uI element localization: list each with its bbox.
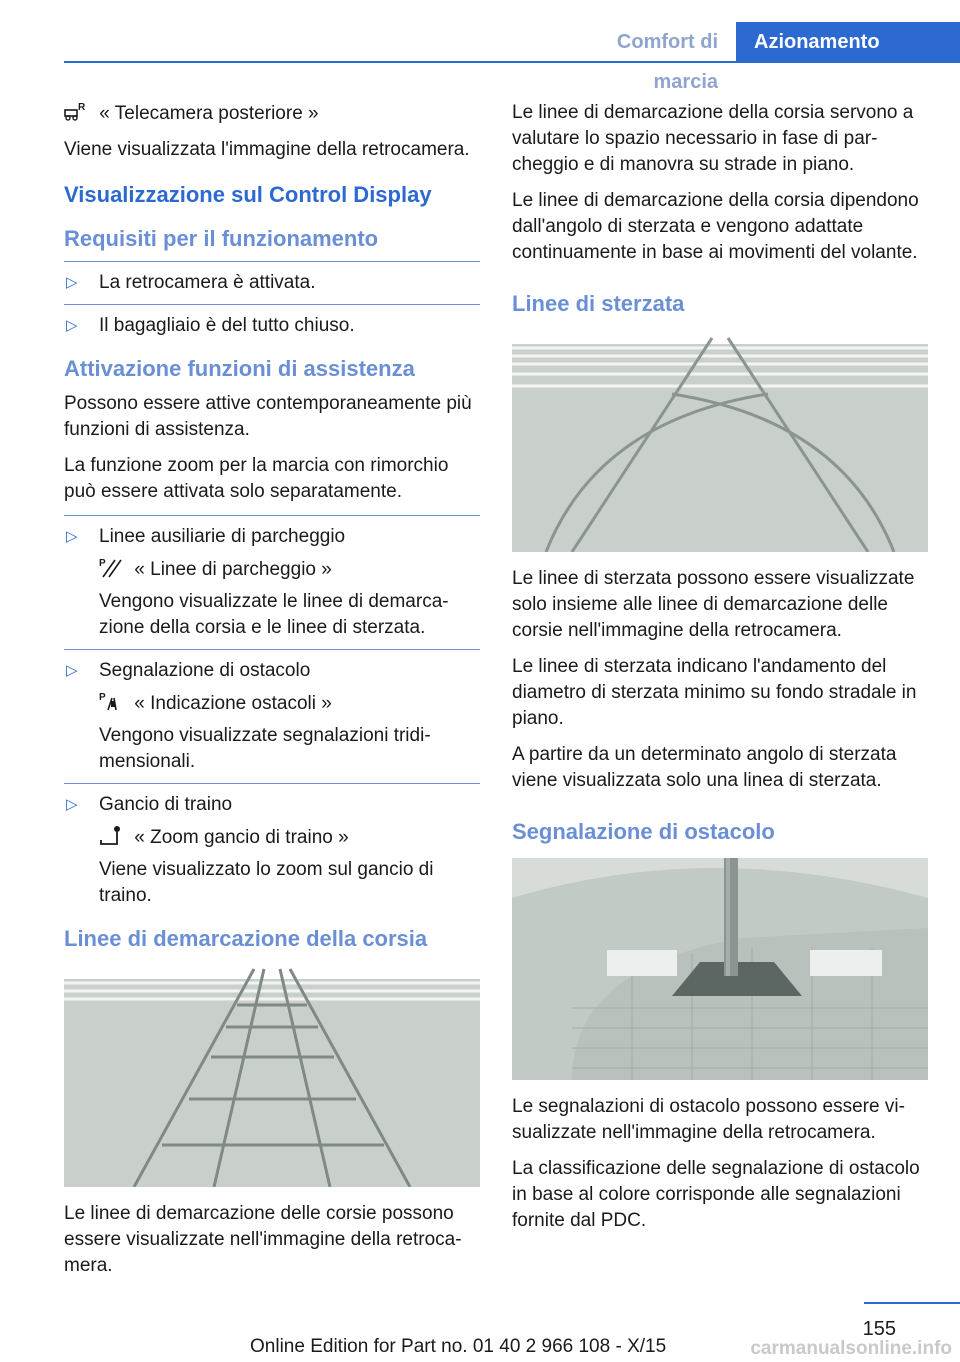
heading-requisiti: Requisiti per il funzionamento bbox=[64, 226, 379, 251]
bullet-icon: ▷ bbox=[66, 274, 78, 291]
separator bbox=[64, 783, 480, 784]
separator bbox=[64, 261, 480, 262]
ostacolo-para-1: Le segnalazioni di ostacolo possono essere visualizzate nell'immagine della retrocamera. bbox=[512, 1096, 905, 1143]
list-item: ▷ Gancio di traino « Zoom gancio di traino » Viene visualizzato lo zoom sul gancio di traino. bbox=[66, 794, 434, 906]
heading-ostacolo: Segnalazione di ostacolo bbox=[512, 819, 775, 844]
list-item: ▷ Linee ausiliarie di parcheggio P « Linee di parcheggio » Vengono visualizzate le linee di demarcazione della corsia e le linee di sterzata. bbox=[66, 526, 449, 638]
heading-control-display: Visualizzazione sul Control Display bbox=[64, 182, 432, 207]
svg-text:R: R bbox=[78, 102, 86, 113]
corsia-para-1: Le linee di demarcazione della corsia servono a valutare lo spazio necessario in fase di parcheggio e di manovra su strade in piano. bbox=[512, 102, 914, 175]
corsia-para-2: Le linee di demarcazione della corsia dipendono dall'angolo di sterzata e vengono adattate continuamente in base ai movimenti del volante. bbox=[512, 190, 919, 263]
attivazione-para-2: La funzione zoom per la marcia con rimorchio può essere attivata solo separatamente. bbox=[64, 455, 449, 502]
tab-comfort-di-marcia[interactable]: Comfort di marcia bbox=[616, 31, 718, 93]
attivazione-para-1: Possono essere attive contemporaneamente più funzioni di assistenza. bbox=[64, 393, 472, 440]
header-rule bbox=[64, 61, 960, 63]
tab-azionamento[interactable]: Azionamento bbox=[736, 22, 960, 62]
edition-text: Online Edition for Part no. 01 40 2 966 108 - X/15 bbox=[250, 1336, 667, 1357]
heading-attivazione: Attivazione funzioni di assistenza bbox=[64, 356, 415, 381]
bullet-icon: ▷ bbox=[66, 796, 78, 813]
sterzata-para-2: Le linee di sterzata indicano l'andamento del diametro di sterzata minimo su fondo stradale in piano. bbox=[512, 656, 917, 729]
tow-hitch-icon bbox=[99, 824, 123, 846]
svg-text:P: P bbox=[99, 558, 106, 569]
sterzata-para-1: Le linee di sterzata possono essere visualizzate solo insieme alle linee di demarcazione delle corsie nell'immagine della retrocamera. bbox=[512, 568, 915, 641]
camera-line bbox=[64, 100, 480, 127]
list-item: ▷ Segnalazione di ostacolo P « Indicazione ostacoli » Vengono visualizzate segnalazioni tridimensionali. bbox=[66, 660, 431, 772]
separator bbox=[64, 304, 480, 305]
obstacle-marking-illustration bbox=[512, 858, 928, 1080]
separator bbox=[64, 515, 480, 516]
heading-sterzata: Linee di sterzata bbox=[512, 291, 685, 316]
bullet-icon: ▷ bbox=[66, 528, 78, 545]
bullet-icon: ▷ bbox=[66, 662, 78, 679]
svg-text:P: P bbox=[99, 692, 106, 703]
ostacolo-para-2: La classificazione delle segnalazione di ostacolo in base al colore corrisponde alle segnalazioni fornite dal PDC. bbox=[512, 1158, 920, 1231]
camera-label: « Telecamera posteriore » bbox=[99, 103, 319, 124]
page-header bbox=[64, 0, 960, 93]
parking-lines-icon bbox=[99, 556, 123, 578]
page-number: 155 bbox=[862, 1318, 896, 1340]
list-item: ▷ Il bagagliaio è del tutto chiuso. bbox=[64, 313, 480, 339]
camera-description: Viene visualizzata l'immagine della retrocamera. bbox=[64, 139, 470, 160]
steering-lines-illustration bbox=[512, 330, 928, 552]
heading-linee-demarcazione: Linee di demarcazione della corsia bbox=[64, 926, 428, 951]
watermark: carmanualsonline.info bbox=[750, 1338, 952, 1359]
bullet-icon: ▷ bbox=[66, 317, 78, 334]
list-item: ▷ La retrocamera è attivata. bbox=[64, 270, 480, 296]
separator bbox=[64, 649, 480, 650]
obstacle-icon bbox=[99, 690, 123, 712]
right-column bbox=[512, 100, 928, 1244]
sterzata-para-3: A partire da un determinato angolo di sterzata viene visualizzata solo una linea di sterzata. bbox=[512, 744, 897, 791]
rear-camera-icon bbox=[64, 100, 88, 122]
left-column bbox=[64, 100, 480, 1289]
lane-lines-illustration bbox=[64, 965, 480, 1187]
footer-rule bbox=[864, 1302, 960, 1304]
linee-demarcazione-para: Le linee di demarcazione delle corsie possono essere visualizzate nell'immagine della retrocamera. bbox=[64, 1203, 462, 1276]
